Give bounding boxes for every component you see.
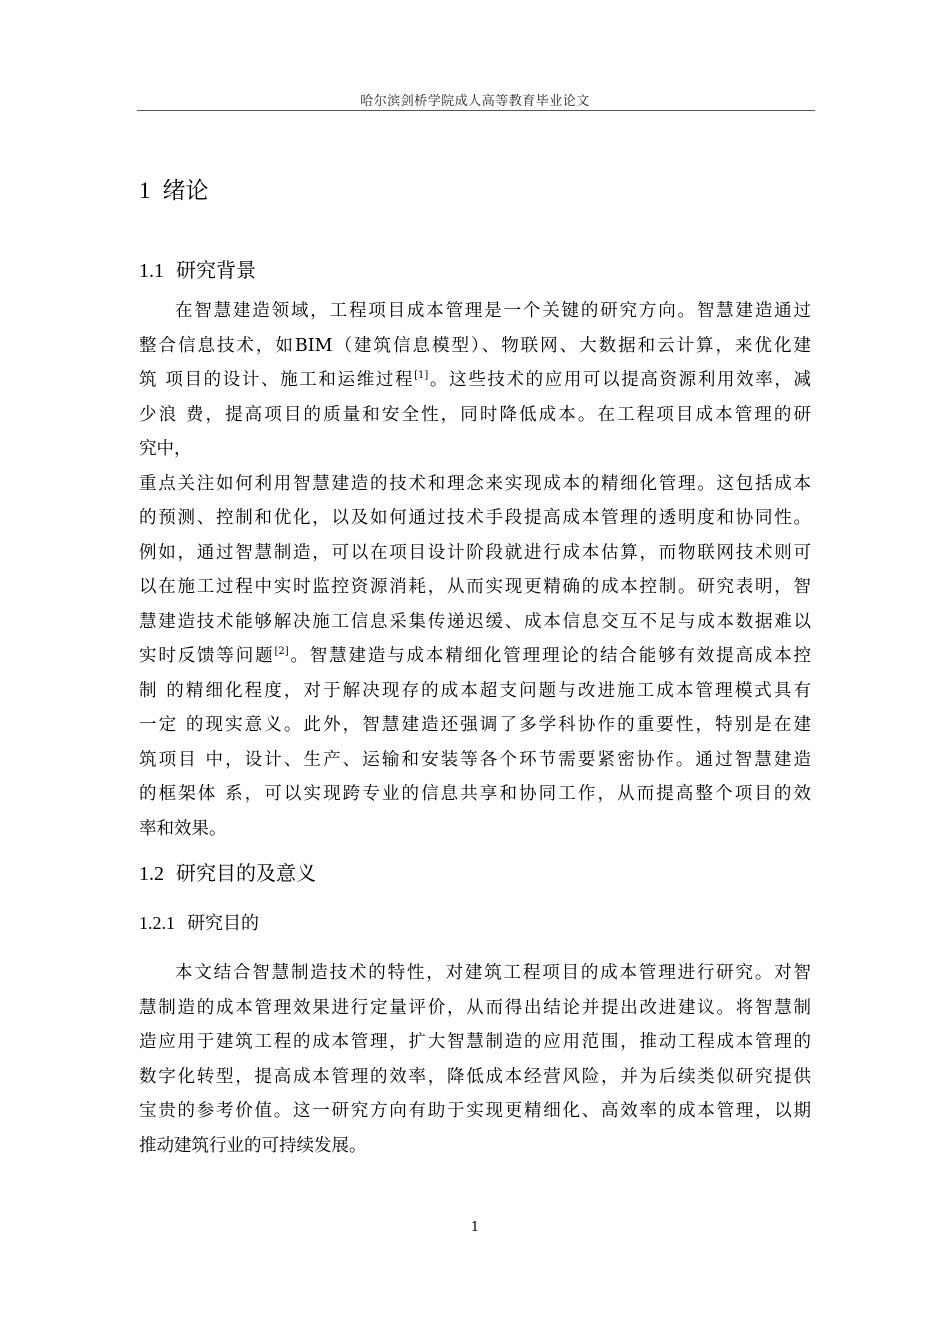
section-number: 1.1 xyxy=(139,260,164,282)
text-line: 以在施工过程中实时监控资源消耗，从而实现更精确的成本控制。研究表明，智 xyxy=(139,577,811,597)
paragraph-research-purpose xyxy=(139,956,811,1163)
text-line: 的框架体 系，可以实现跨专业的信息共享和协同工作，从而提高整个项目的效 xyxy=(139,784,811,804)
text-line: 数字化转型，提高成本管理的效率，降低成本经营风险，并为后续类似研究提供 xyxy=(139,1066,811,1087)
citation-ref: [1] xyxy=(414,370,429,381)
text-line: 筑项目 中，设计、生产、运输和安装等各个环节需要紧密协作。通过智慧建造 xyxy=(139,749,811,770)
text-line: 推动建筑行业的可持续发展。 xyxy=(139,1135,367,1156)
text-line: 重点关注如何利用智慧建造的技术和理念来实现成本的精细化管理。这包括成本 xyxy=(139,473,811,494)
subsection-number: 1.2.1 xyxy=(139,913,175,933)
text-line: 率和效果。 xyxy=(139,818,227,839)
page-number: 1 xyxy=(470,1220,480,1235)
text-line: 整合信息技术，如BIM（建筑信息模型）、物联网、大数据和云计算，来优化建 xyxy=(139,335,811,356)
text-line: 少浪 费，提高项目的质量和安全性，同时降低成本。在工程项目成本管理的研 xyxy=(139,404,811,425)
section-title: 研究目的及意义 xyxy=(176,861,316,885)
section-heading-1-2 xyxy=(139,857,316,886)
text-line: 本文结合智慧制造技术的特性，对建筑工程项目的成本管理进行研究。对智 xyxy=(175,963,811,983)
text-line: 宝贵的参考价值。这一研究方向有助于实现更精细化、高效率的成本管理，以期 xyxy=(139,1101,811,1121)
section-heading-1-1 xyxy=(139,254,256,283)
text-line: 造应用于建筑工程的成本管理，扩大智慧制造的应用范围，推动工程成本管理的 xyxy=(139,1032,811,1052)
chapter-heading xyxy=(139,172,209,205)
text-segment: 实时反馈等问题 xyxy=(139,646,275,666)
text-line: 制 的精细化程度，对于解决现存的成本超支问题与改进施工成本管理模式具有 xyxy=(139,680,811,701)
text-line: 例如，通过智慧制造，可以在项目设计阶段就进行成本估算，而物联网技术则可 xyxy=(139,542,811,563)
text-line: 慧制造的成本管理效果进行定量评价，从而得出结论并提出改进建议。将智慧制 xyxy=(139,997,811,1018)
text-line: 慧建造技术能够解决施工信息采集传递迟缓、成本信息交互不足与成本数据难以 xyxy=(139,611,811,632)
chapter-number: 1 xyxy=(139,178,151,203)
subsection-title: 研究目的 xyxy=(187,913,259,934)
text-line xyxy=(139,639,811,674)
section-number: 1.2 xyxy=(139,863,164,885)
text-line: 一定 的现实意义。此外，智慧建造还强调了多学科协作的重要性，特别是在建 xyxy=(139,715,811,735)
text-line xyxy=(139,363,811,398)
citation-ref: [2] xyxy=(274,646,289,657)
text-line: 在智慧建造领域，工程项目成本管理是一个关键的研究方向。智慧建造通过 xyxy=(175,301,811,321)
text-line: 究中， xyxy=(139,439,192,459)
text-segment: 。这些技术的应用可以提高资源利用效率，减 xyxy=(428,370,812,390)
section-title: 研究背景 xyxy=(176,258,256,282)
paragraph-research-background xyxy=(139,294,811,846)
running-header: 哈尔滨剑桥学院成人高等教育毕业论文 xyxy=(360,94,590,109)
subsection-heading-1-2-1 xyxy=(139,909,259,935)
text-line: 的预测、控制和优化，以及如何通过技术手段提高成本管理的透明度和协同性。 xyxy=(139,508,811,528)
text-segment: 筑 项目的设计、施工和运维过程 xyxy=(139,370,415,390)
header-divider xyxy=(137,110,815,111)
chapter-title: 绪论 xyxy=(162,178,209,204)
text-segment: 。智慧建造与成本精细化管理理论的结合能够有效提高成本控 xyxy=(288,646,812,666)
